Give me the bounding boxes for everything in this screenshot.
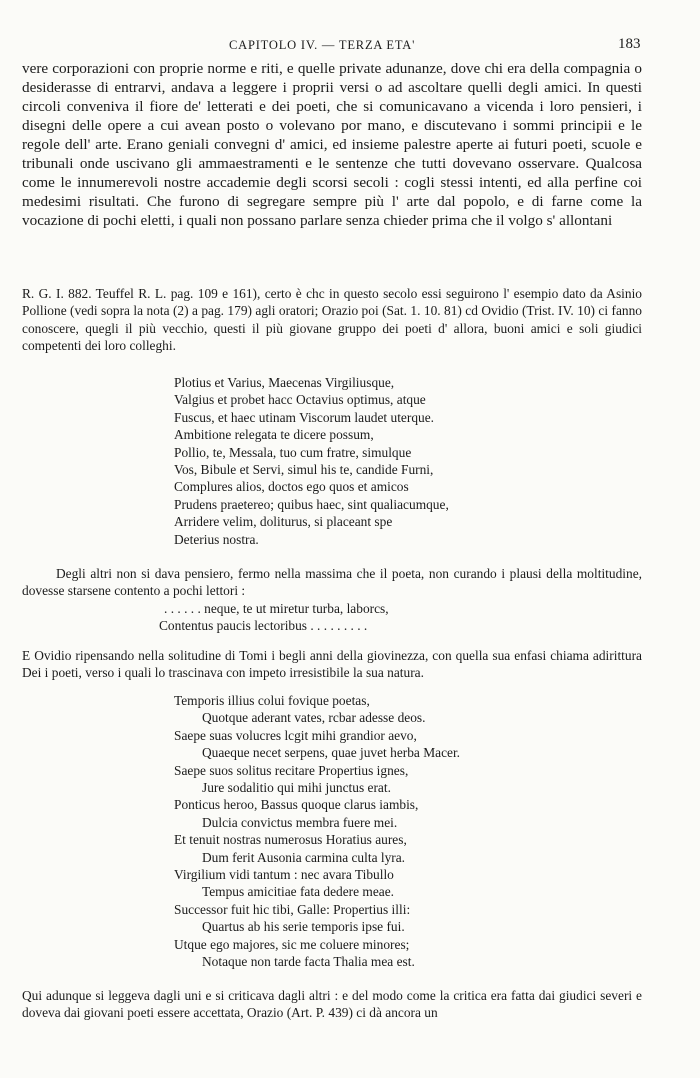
verse-line: Complures alios, doctos ego quos et amicos xyxy=(174,479,409,495)
verse-line: Temporis illius colui fovique poetas, xyxy=(174,693,370,708)
verse-line: Virgilium vidi tantum : nec avara Tibullo xyxy=(174,867,394,883)
verse-line: Et tenuit nostras numerosus Horatius aures, xyxy=(174,832,407,848)
footnote-end-text: Qui adunque si leggeva dagli uni e si criticava dagli altri : e del modo come la critica era fatta dai giudici severi e doveva dai giovani poeti essere accettata, Orazio (Art. P. 439) ci dà ancora un xyxy=(22,988,642,1021)
verse-line: Arridere velim, doliturus, si placeant spe xyxy=(174,514,393,530)
footnote-ovid-text: E Ovidio ripensando nella solitudine di Tomi i begli anni della giovinezza, con quella sua enfasi chiama adirittura Dei i poeti, verso i quali lo trascinava con impeto irresistibile la sua natura. xyxy=(22,648,642,681)
verse-line: Dulcia convictus membra fuere mei. xyxy=(202,814,398,830)
footnote-end xyxy=(22,987,642,1022)
verse-line: Vos, Bibule et Servi, simul his te, candide Furni, xyxy=(174,462,434,478)
verse-line: Plotius et Varius, Maecenas Virgiliusque, xyxy=(174,375,395,390)
verse-line: Quaeque necet serpens, quae juvet herba Macer. xyxy=(202,745,461,761)
page-number: 183 xyxy=(618,36,641,52)
main-paragraph: vere corporazioni con proprie norme e riti, e quelle private adunanze, dove chi era della compagnia o desiderasse di entrarvi, andava a leggere i proprii versi o ad ascoltare quelli degli amici. In questi circoli conveniva il fiore de' letterati e dei poeti, che si comunicavano a vicenda i loro pensieri, i disegni delle opere a cui avean posto o volevano por mano, e discutevano i sommi principii e le regole dell' arte. Erano geniali convegni d' amici, ed insieme palestre aperte ai futuri poeti, scuole e tribunali onde uscivano gli ammaestramenti e le sentenze che tutti dovevano osservare. Qualcosa come le innumerevoli nostre accademie degli scorsi secoli : cogli stessi intenti, ed alla perfine coi medesimi risultati. Che furono di segregare sempre più l' arte dal popolo, e di farne come la vocazione di pochi eletti, i quali non possano parlare senza chieder prima che il volgo s' allontani xyxy=(22,60,642,229)
verse-line: Saepe suas volucres lcgit mihi grandior aevo, xyxy=(174,727,417,743)
verse-line: Tempus amicitiae fata dedere meae. xyxy=(202,884,395,900)
quote-line: . . . . . . neque, te ut miretur turba, laborcs, xyxy=(164,601,389,616)
horace-verse-block xyxy=(174,374,574,548)
quote-line: Contentus paucis lectoribus . . . . . . . . . xyxy=(159,618,368,634)
verse-line: Saepe suos solitus recitare Propertius ignes, xyxy=(174,762,409,778)
verse-line: Jure sodalitio qui mihi junctus erat. xyxy=(202,780,391,796)
verse-line: Quartus ab his serie temporis ipse fui. xyxy=(202,919,405,935)
running-header xyxy=(22,38,642,56)
verse-line: Utque ego majores, sic me coluere minores; xyxy=(174,936,410,952)
verse-line: Notaque non tarde facta Thalia mea est. xyxy=(202,954,415,970)
verse-line: Fuscus, et haec utinam Viscorum laudet uterque. xyxy=(174,409,434,425)
verse-line: Quotque aderant vates, rcbar adesse deos. xyxy=(202,710,426,726)
main-text-block xyxy=(22,59,642,230)
running-title: CAPITOLO IV. — TERZA ETA' xyxy=(229,38,416,52)
short-quote-block xyxy=(159,600,389,635)
footnote-ovid xyxy=(22,647,642,682)
verse-line: Valgius et probet hacc Octavius optimus, atque xyxy=(174,392,426,408)
footnote-intro-text: R. G. I. 882. Teuffel R. L. pag. 109 e 161), certo è chc in questo secolo essi seguirono l' esempio dato da Asinio Pollione (vedi sopra la nota (2) a pag. 179) agli oratori; Orazio poi (Sat. 1. 10. 81) cd Ovidio (Trist. IV. 10) ci fanno conoscere, quegli il più vecchio, questi il più giovane gruppo dei poeti d' allora, buoni amici e soli giudici competenti dei loro colleghi. xyxy=(22,286,642,354)
ovid-verse-block xyxy=(174,692,574,971)
verse-line: Ambitione relegata te dicere possum, xyxy=(174,427,374,443)
verse-line: Successor fuit hic tibi, Galle: Propertius illi: xyxy=(174,901,411,917)
footnote-middle-text: Degli altri non si dava pensiero, fermo nella massima che il poeta, non curando i plausi della moltitudine, dovesse starsene contento a pochi lettori : xyxy=(22,566,642,599)
footnote-intro xyxy=(22,285,642,355)
verse-line: Pollio, te, Messala, tuo cum fratre, simulque xyxy=(174,444,412,460)
verse-line: Dum ferit Ausonia carmina culta lyra. xyxy=(202,849,406,865)
verse-line: Ponticus heroo, Bassus quoque clarus iambis, xyxy=(174,797,419,813)
verse-line: Deterius nostra. xyxy=(174,531,259,547)
verse-line: Prudens praetereo; quibus haec, sint qualiacumque, xyxy=(174,496,449,512)
footnote-middle xyxy=(22,565,642,600)
